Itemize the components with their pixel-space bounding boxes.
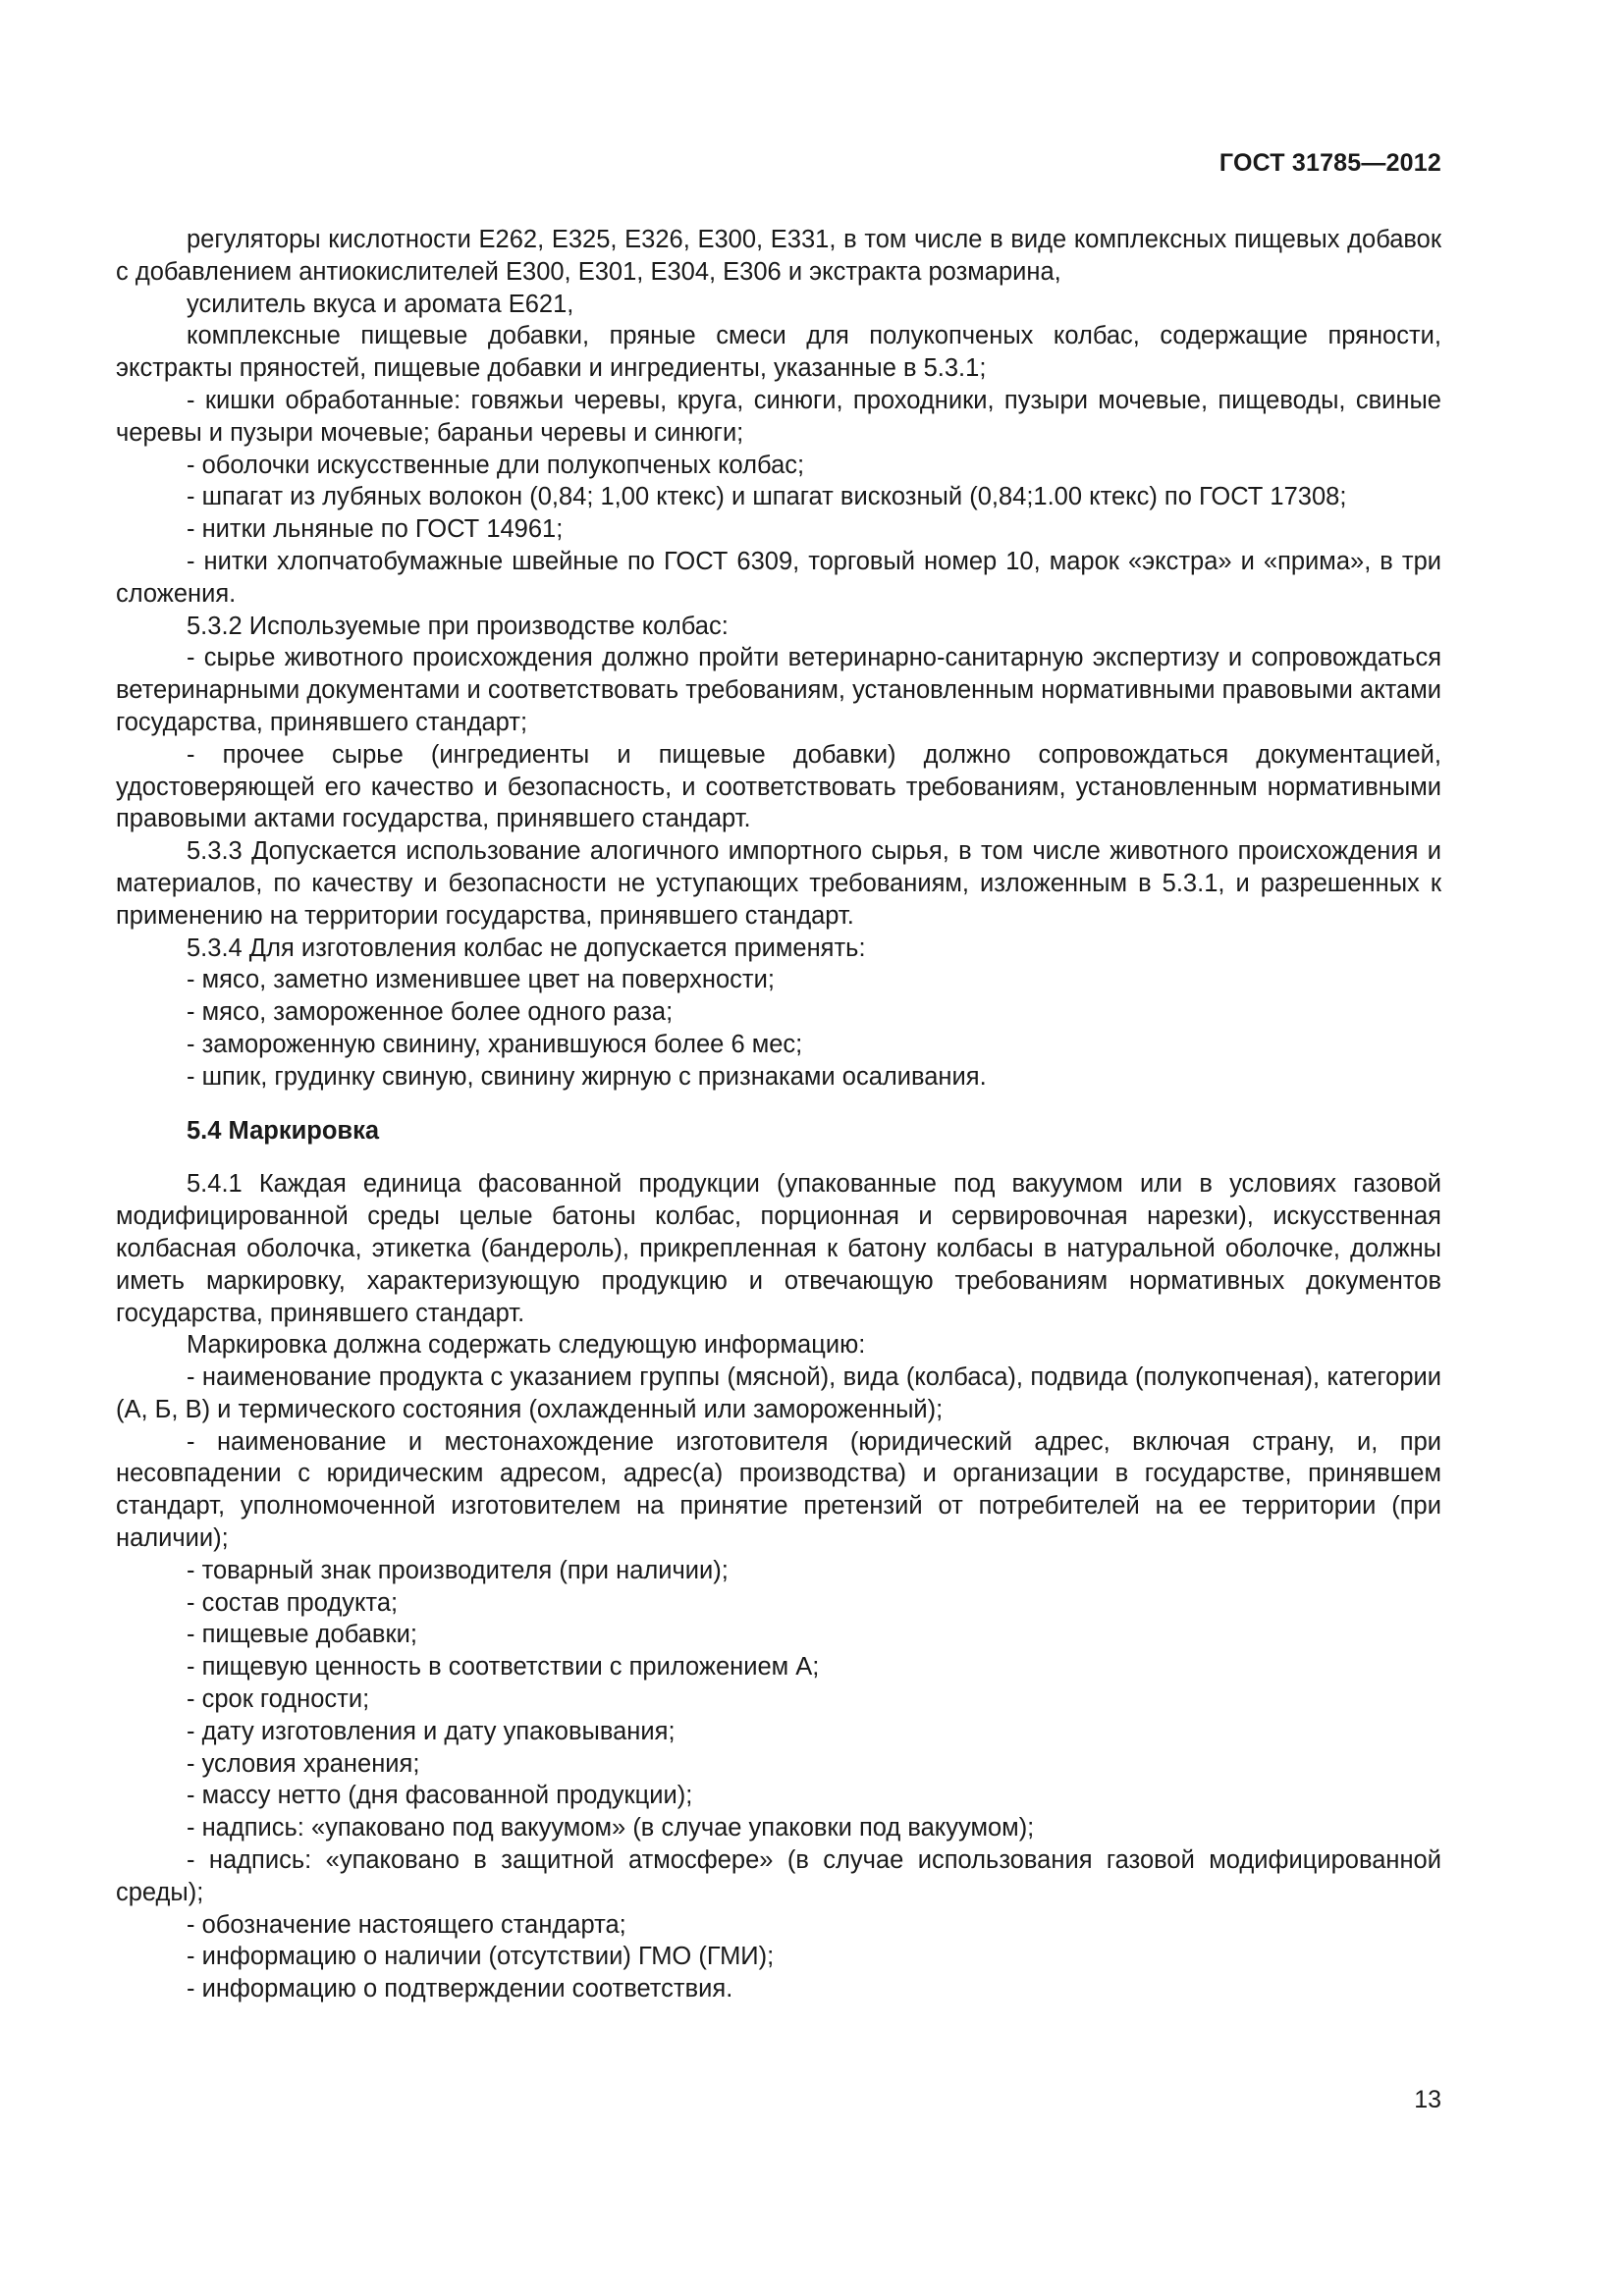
clause-5-4-1: 5.4.1 Каждая единица фасованной продукции (упакованные под вакуумом или в условиях газовой модифицированной среды целые батоны колбас, порционная и сервировочная нарезки), искусственная колбасная оболочка, этикетка (бандероль), прикрепленная к батону колбасы в натуральной оболочке, должны иметь маркировку, характеризующую продукцию и отвечающую требованиям нормативных документов государства, принявшего стандарт. <box>116 1170 1441 1327</box>
list-item: - срок годности; <box>187 1685 370 1714</box>
list-item: - обозначение настоящего стандарта; <box>187 1910 626 1939</box>
page-number: 13 <box>1414 2086 1441 2113</box>
list-item: - состав продукта; <box>187 1588 399 1617</box>
list-item: - мясо, замороженное более одного раза; <box>187 998 674 1027</box>
list-item: - пищевые добавки; <box>187 1621 417 1649</box>
list-item: - надпись: «упаковано под вакуумом» (в случае упаковки под вакуумом); <box>187 1814 1035 1842</box>
clause-5-3-3: 5.3.3 Допускается использование алогичного импортного сырья, в том числе животного происхождения и материалов, по качеству и безопасности не уступающих требованиям, изложенным в 5.3.1, и разрешенных к применению на территории государства, принявшего стандарт. <box>116 837 1441 930</box>
list-item: - пищевую ценность в соответствии с приложением А; <box>187 1653 820 1682</box>
document-body <box>116 224 1441 2005</box>
clause-5-3-4: 5.3.4 Для изготовления колбас не допускается применять: <box>187 934 866 962</box>
document-header: ГОСТ 31785—2012 <box>1218 149 1441 177</box>
paragraph: усилитель вкуса и аромата Е621, <box>187 290 574 318</box>
list-item: - наименование и местонахождение изготовителя (юридический адрес, включая страну, и, при несовпадении с юридическим адресом, адрес(а) производства) и организации в государстве, принявшем стандарт, уполномоченной изготовителем на принятие претензий от потребителей на ее территории (при наличии); <box>116 1427 1441 1553</box>
list-item: - прочее сырье (ингредиенты и пищевые добавки) должно сопровождаться документацией, удостоверяющей его качество и безопасность, и соответствовать требованиям, установленным нормативными правовыми актами государства, принявшего стандарт. <box>116 740 1441 833</box>
list-item: - товарный знак производителя (при наличии); <box>187 1556 729 1584</box>
paragraph: Маркировка должна содержать следующую информацию: <box>187 1331 866 1360</box>
list-item: - информацию о подтверждении соответствия. <box>187 1975 733 2003</box>
list-item: - нитки льняные по ГОСТ 14961; <box>187 515 564 544</box>
list-item: - информацию о наличии (отсутствии) ГМО (ГМИ); <box>187 1943 775 1971</box>
list-item: - шпагат из лубяных волокон (0,84; 1,00 ктекс) и шпагат вискозный (0,84;1.00 ктекс) по ГОСТ 17308; <box>187 483 1347 511</box>
paragraph: комплексные пищевые добавки, пряные смеси для полукопченых колбас, содержащие пряности, экстракты пряностей, пищевые добавки и ингредиенты, указанные в 5.3.1; <box>116 322 1441 383</box>
list-item: - сырье животного происхождения должно пройти ветеринарно-санитарную экспертизу и сопровождаться ветеринарными документами и соответствовать требованиям, установленным нормативными правовыми актами государства, принявшего стандарт; <box>116 644 1441 736</box>
list-item: - наименование продукта с указанием группы (мясной), вида (колбаса), подвида (полукопченая), категории (А, Б, В) и термического состояния (охлажденный или замороженный); <box>116 1363 1441 1423</box>
clause-5-3-2: 5.3.2 Используемые при производстве колбас: <box>187 612 729 640</box>
list-item: - массу нетто (дня фасованной продукции); <box>187 1782 693 1810</box>
list-item: - нитки хлопчатобумажные швейные по ГОСТ 6309, торговый номер 10, марок «экстра» и «прима», в три сложения. <box>116 547 1441 608</box>
list-item: - шпик, грудинку свиную, свинину жирную с признаками осаливания. <box>187 1062 987 1091</box>
list-item: - замороженную свинину, хранившуюся более 6 мес; <box>187 1030 803 1058</box>
section-title: 5.4 Маркировка <box>187 1116 380 1145</box>
list-item: - мясо, заметно изменившее цвет на поверхности; <box>187 966 775 994</box>
list-item: - надпись: «упаковано в защитной атмосфере» (в случае использования газовой модифицированной среды); <box>116 1846 1441 1906</box>
list-item: - кишки обработанные: говяжьи черевы, круга, синюги, проходники, пузыри мочевые, пищеводы, свиные черевы и пузыри мочевые; бараньи черевы и синюги; <box>116 386 1441 447</box>
list-item: - условия хранения; <box>187 1749 420 1778</box>
list-item: - оболочки искусственные дли полукопченых колбас; <box>187 451 805 479</box>
paragraph: регуляторы кислотности Е262, Е325, Е326, Е300, Е331, в том числе в виде комплексных пищевых добавок с добавлением антиокислителей Е300, Е301, Е304, Е306 и экстракта розмарина, <box>116 226 1441 286</box>
list-item: - дату изготовления и дату упаковывания; <box>187 1717 676 1745</box>
